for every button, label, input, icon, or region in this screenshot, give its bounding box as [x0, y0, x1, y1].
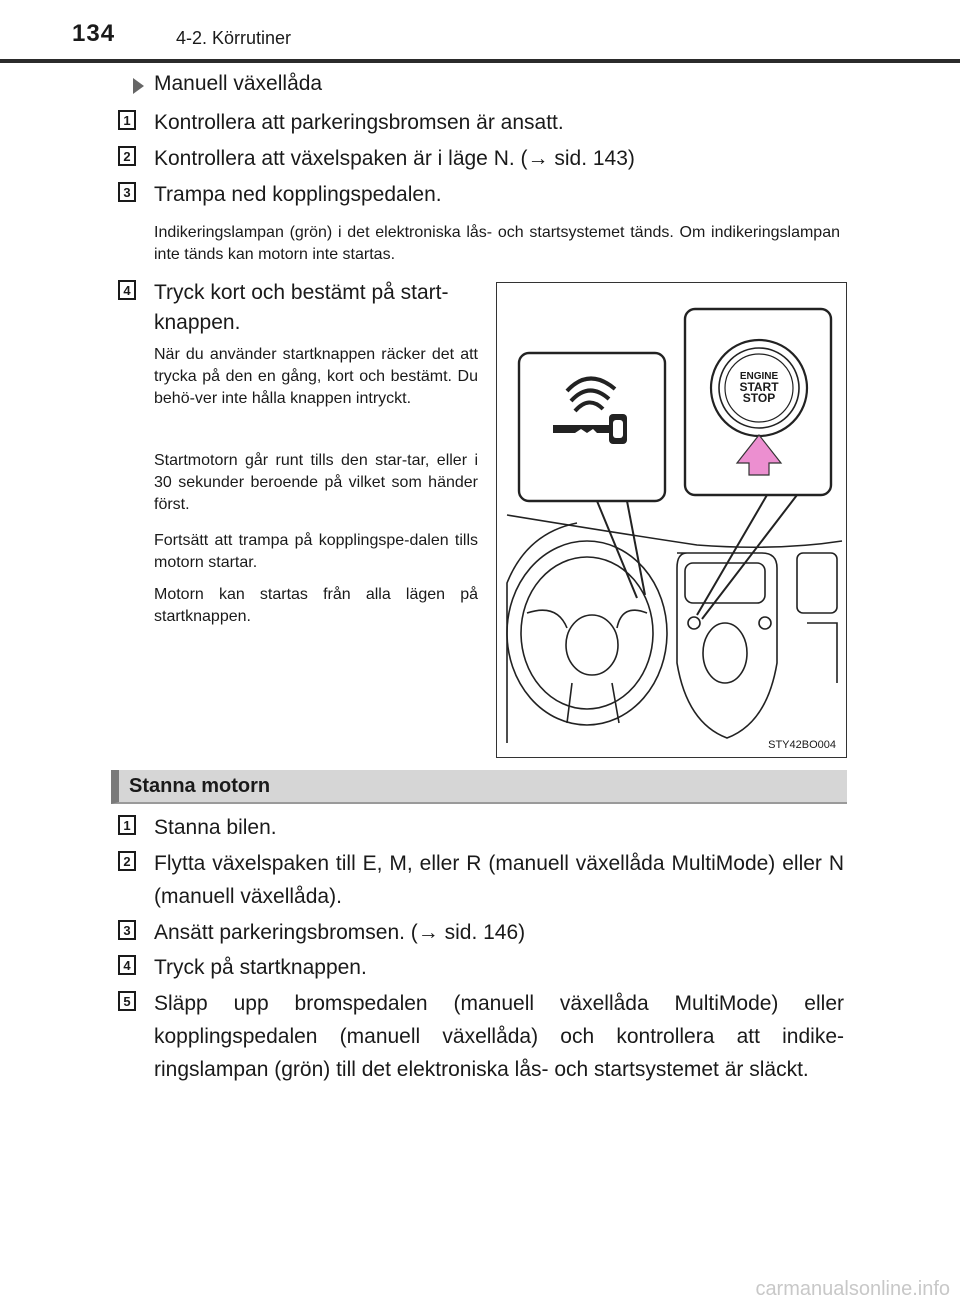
- step-text: Släpp upp bromspedalen (manuell växellåda MultiMode) eller kopplingspedalen (manuell växellåda) och kontrollera att indike-ringslampan (grön) till det elektroniska lås- och startsystemet är släckt.: [154, 992, 844, 1081]
- header-rule: [0, 59, 960, 63]
- step-number: 1: [118, 815, 136, 835]
- step-note: Fortsätt att trampa på kopplingspe-dalen tills motorn startar.: [154, 532, 478, 571]
- step-text: Ansätt parkeringsbromsen. (→ sid. 146): [154, 921, 526, 944]
- step-number: 1: [118, 110, 136, 130]
- step-text: Flytta växelspaken till E, M, eller R (manuell växellåda MultiMode) eller N (manuell växellåda).: [154, 852, 844, 908]
- step-note: Motorn kan startas från alla lägen på startknappen.: [154, 586, 478, 625]
- dashboard-illustration: [496, 282, 847, 758]
- button-label-line: ENGINE: [739, 371, 779, 382]
- start-button-label: [731, 371, 787, 404]
- page-number: 134: [72, 20, 116, 47]
- press-arrow-icon: [737, 435, 781, 475]
- watermark: carmanualsonline.info: [755, 1278, 950, 1300]
- button-label-line: STOP: [742, 391, 776, 405]
- step-number: 4: [118, 280, 136, 300]
- section-header: [111, 770, 847, 804]
- triangle-bullet-icon: [133, 78, 144, 94]
- subheading-manual: Manuell växellåda: [154, 72, 323, 95]
- step-text: knappen.: [154, 311, 241, 334]
- step-number: 2: [118, 146, 136, 166]
- figure-code: STY42BO004: [768, 739, 836, 751]
- step-number: 2: [118, 851, 136, 871]
- step-text: Kontrollera att parkeringsbromsen är ansatt.: [154, 111, 564, 134]
- step-note: När du använder startknappen räcker det att trycka på den en gång, kort och bestämt. Du behö-ver inte hålla knappen intryckt.: [154, 346, 478, 407]
- smart-key-icon: [553, 378, 627, 444]
- step-number: 3: [118, 920, 136, 940]
- step-note: Startmotorn går runt tills den star-tar, eller i 30 sekunder beroende på vilket som händer först.: [154, 452, 478, 513]
- dashboard-drawing: [497, 283, 846, 757]
- button-label-line: START: [739, 380, 779, 394]
- step-text: Trampa ned kopplingspedalen.: [154, 183, 442, 206]
- step-text: Stanna bilen.: [154, 816, 277, 839]
- step-number: 3: [118, 182, 136, 202]
- step-text: Kontrollera att växelspaken är i läge N. (→ sid. 143): [154, 147, 635, 170]
- section-title: Stanna motorn: [129, 775, 271, 797]
- step-note: Indikeringslampan (grön) i det elektroniska lås- och startsystemet tänds. Om indikeringslampan inte tänds kan motorn inte startas.: [154, 224, 840, 263]
- step-number: 4: [118, 955, 136, 975]
- chapter-title: 4-2. Körrutiner: [176, 28, 292, 48]
- step-text: Tryck på startknappen.: [154, 956, 367, 979]
- step-number: 5: [118, 991, 136, 1011]
- step-text: Tryck kort och bestämt på start-: [154, 281, 449, 304]
